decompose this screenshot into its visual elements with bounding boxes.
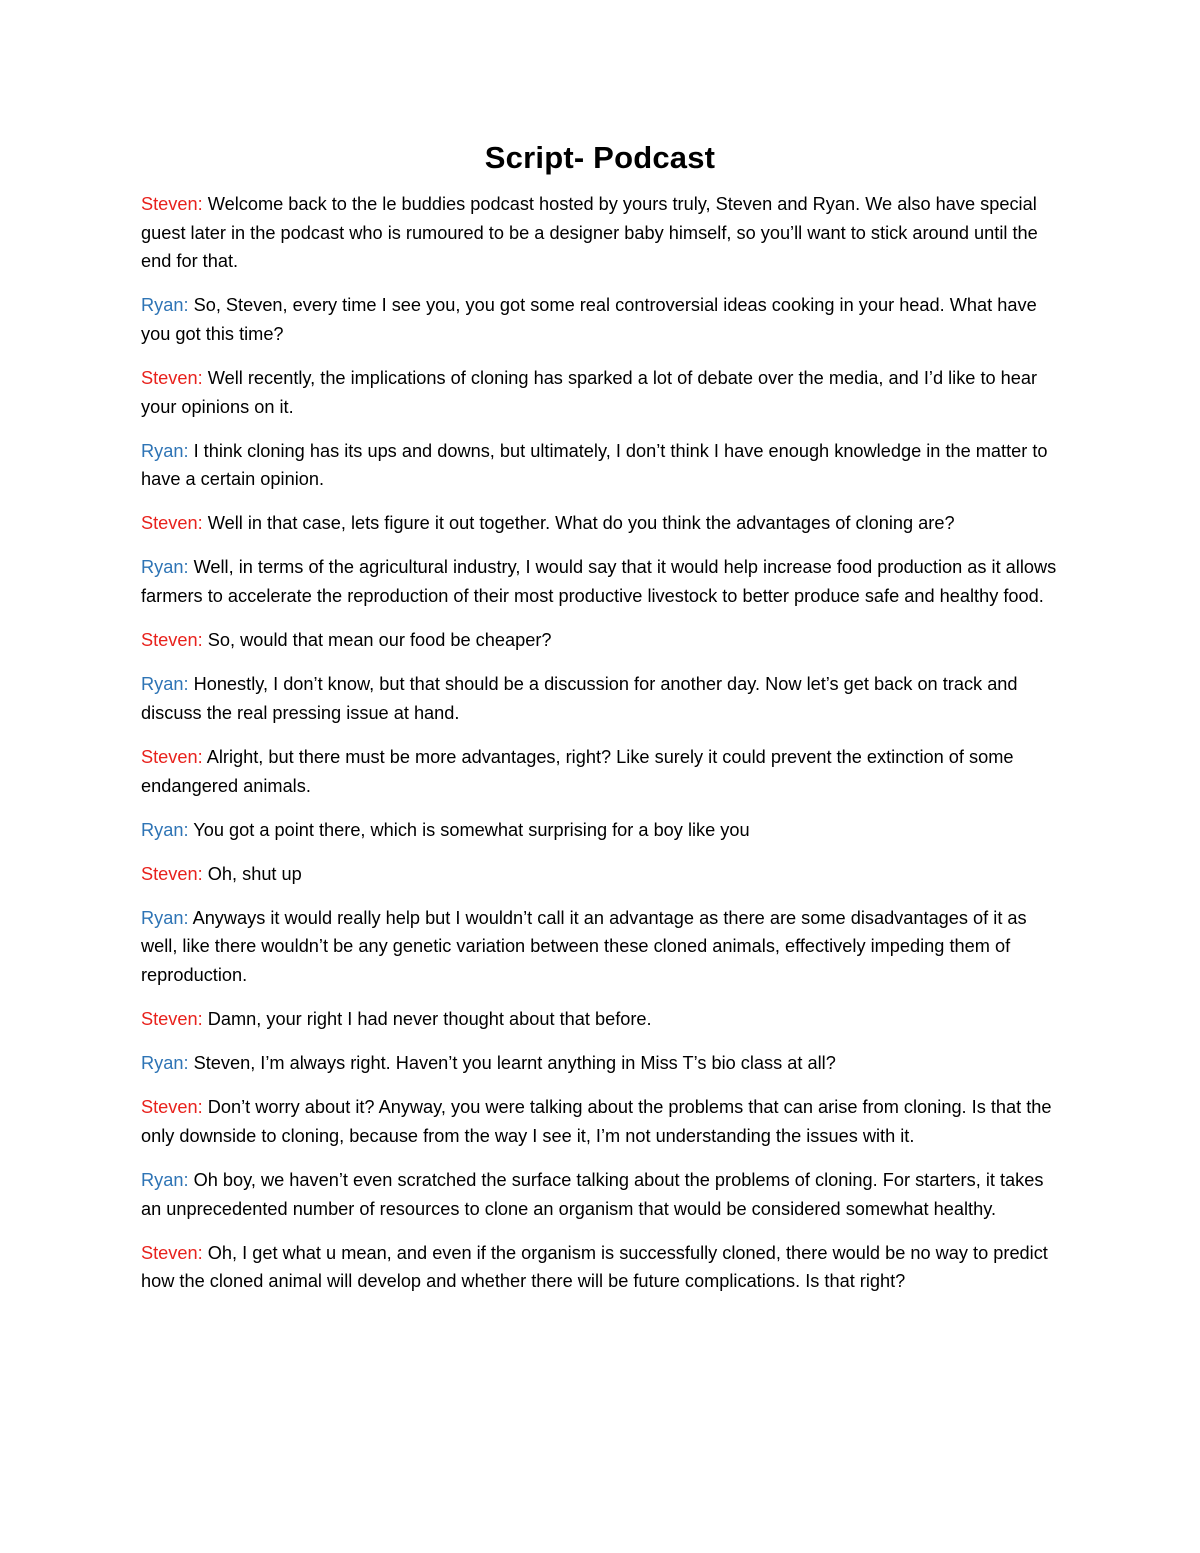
speaker-label: Ryan: [141,1169,189,1190]
dialogue-text: Damn, your right I had never thought about that before. [202,1009,652,1030]
speaker-label: Steven: [141,367,203,388]
dialogue-line [141,364,1059,421]
speaker-label: Ryan: [141,674,189,695]
dialogue-line [141,1093,1059,1150]
dialogue-line [141,904,1059,990]
speaker-label: Ryan: [141,819,189,840]
dialogue-text: Don’t worry about it? Anyway, you were talking about the problems that can arise from cloning. Is that the only downside to cloning, because from the way I see it, I’m not understanding the issues with it. [141,1097,1052,1146]
dialogue-line [141,190,1059,276]
dialogue-text: Alright, but there must be more advantages, right? Like surely it could prevent the extinction of some endangered animals. [141,746,1014,796]
dialogue-text: Oh, I get what u mean, and even if the organism is successfully cloned, there would be no way to predict how the cloned animal will develop and whether there will be future complications. Is that right? [141,1242,1048,1292]
page-title: Script- Podcast [484,140,716,175]
dialogue-line [141,626,1059,655]
dialogue-text: Oh boy, we haven’t even scratched the surface talking about the problems of cloning. For starters, it takes an unprecedented number of resources to clone an organism that would be considered somewhat healthy. [141,1169,1044,1219]
speaker-label: Steven: [141,1242,203,1263]
dialogue-text: Welcome back to the le buddies podcast hosted by yours truly, Steven and Ryan. We also have special guest later in the podcast who is rumoured to be a designer baby himself, so you’ll want to stick around until the end for that. [141,194,1038,272]
dialogue-text: So, Steven, every time I see you, you got some real controversial ideas cooking in your head. What have you got this time? [141,295,1037,344]
dialogue-line [141,1166,1059,1223]
dialogue-line [141,1239,1059,1296]
dialogue-text: So, would that mean our food be cheaper? [202,630,552,651]
dialogue-line [141,553,1059,610]
dialogue-text: Well, in terms of the agricultural industry, I would say that it would help increase food production as it allows farmers to accelerate the reproduction of their most productive livestock to better produce safe and healthy food. [141,557,1057,607]
dialogue-line [141,670,1059,727]
dialogue-text: You got a point there, which is somewhat surprising for a boy like you [188,819,750,840]
dialogue-line [141,1049,1059,1078]
dialogue-line [141,437,1059,494]
speaker-label: Steven: [141,630,203,651]
speaker-label: Steven: [141,1097,203,1118]
dialogue-text: Oh, shut up [202,863,302,884]
speaker-label: Steven: [141,746,203,767]
speaker-label: Steven: [141,863,203,884]
speaker-label: Ryan: [141,907,189,928]
dialogue-line [141,816,1059,845]
dialogue-line [141,1005,1059,1034]
dialogue-text: Well recently, the implications of cloning has sparked a lot of debate over the media, and I’d like to hear your opinions on it. [141,367,1038,417]
dialogue-line [141,743,1059,800]
speaker-label: Steven: [141,513,203,534]
dialogue-line [141,509,1059,538]
speaker-label: Ryan: [141,440,189,461]
speaker-label: Ryan: [141,557,189,578]
dialogue-text: Well in that case, lets figure it out together. What do you think the advantages of cloning are? [202,513,955,534]
speaker-label: Ryan: [141,295,189,316]
document-page [141,140,1059,1311]
dialogue-text: Anyways it would really help but I wouldn’t call it an advantage as there are some disadvantages of it as well, like there wouldn’t be any genetic variation between these cloned animals, effectively impeding them of reproduction. [141,907,1027,985]
speaker-label: Ryan: [141,1053,189,1074]
speaker-label: Steven: [141,194,203,214]
dialogue-text: Steven, I’m always right. Haven’t you learnt anything in Miss T’s bio class at all? [188,1053,836,1074]
dialogue-line [141,291,1059,348]
dialogue-text: Honestly, I don’t know, but that should be a discussion for another day. Now let’s get back on track and discuss the real pressing issue at hand. [141,674,1018,723]
dialogue-line [141,860,1059,889]
speaker-label: Steven: [141,1009,203,1030]
dialogue-text: I think cloning has its ups and downs, but ultimately, I don’t think I have enough knowledge in the matter to have a certain opinion. [141,440,1048,490]
